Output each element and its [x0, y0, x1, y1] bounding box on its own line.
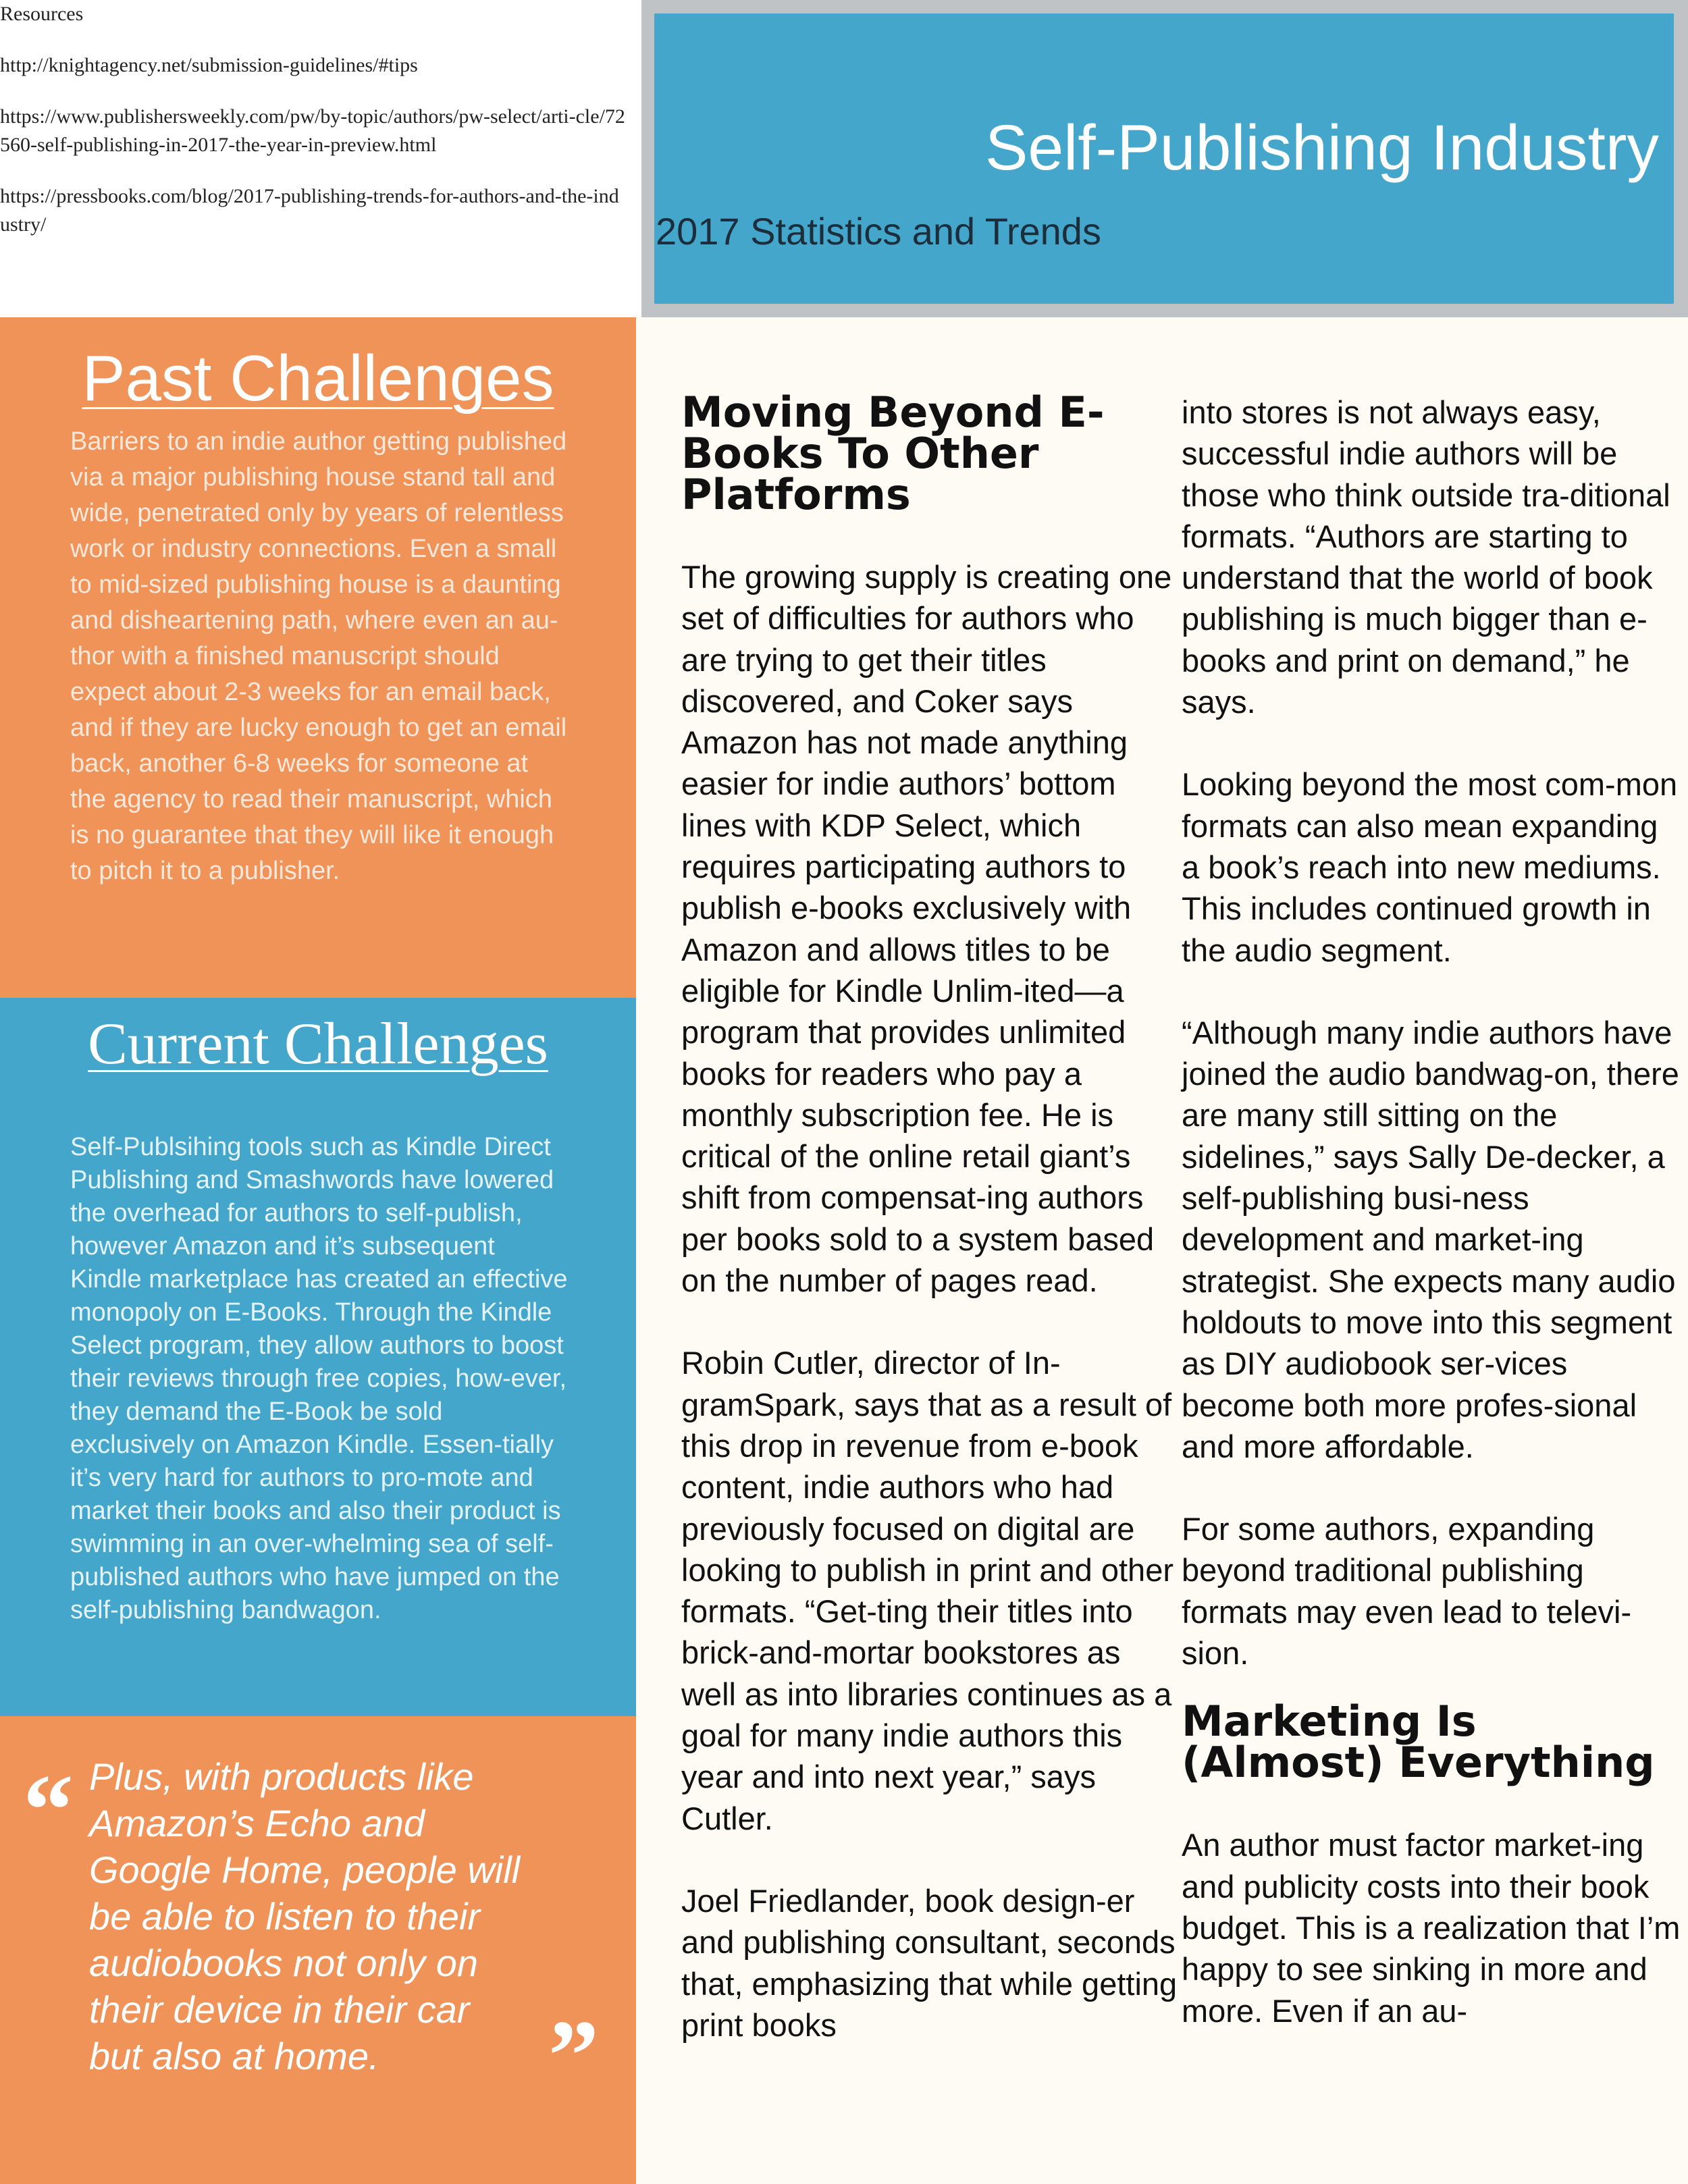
page-subtitle: 2017 Statistics and Trends	[656, 210, 1101, 252]
resources-title: Resources	[0, 3, 84, 25]
page-title: Self-Publishing Industry	[984, 112, 1659, 184]
paragraph: For some authors, expanding beyond traditional publishing formats may even lead to televi-sion.	[1182, 1511, 1632, 1672]
open-quote-icon: “	[23, 1754, 74, 1866]
section-heading-moving-beyond: Moving Beyond E-Books To Other Platforms	[681, 388, 1105, 519]
pull-quote-panel	[0, 1716, 636, 2184]
article-area	[636, 317, 1688, 2184]
paragraph: An author must factor market-ing and publicity costs into their book budget. This is a realization that I’m happy to see sinking in more and more. Even if an au-	[1182, 1827, 1681, 2029]
paragraph: Robin Cutler, director of In-gramSpark, says that as a result of this drop in revenue from e-book content, indie authors who had previously focused on digital are looking to publish in print and other formats. “Get-ting their titles into brick-and-mortar bookstores as well as into libraries continues as a goal for many indie authors this year and into next year,” says Cutler.	[681, 1345, 1173, 1836]
paragraph: into stores is not always easy, successful indie authors will be those who think outside tra-ditional formats. “Authors are starting to understand that the world of book publishing is much bigger than e-books and print on demand,” he says.	[1182, 394, 1670, 720]
article-column-2	[1182, 392, 1681, 2073]
resource-link-2[interactable]: https://www.publishersweekly.com/pw/by-topic/authors/pw-select/arti-cle/72560-self-publishing-in-2017-the-year-in-preview.html	[0, 105, 625, 156]
paragraph: The growing supply is creating one set of difficulties for authors who are trying to get their titles discovered, and Coker says Amazon has not made anything easier for indie authors’ bottom lines with KDP Select, which requires participating authors to publish e-books exclusively with Amazon and allows titles to be eligible for Kindle Unlim-ited—a program that provides unlimited books for readers who pay a monthly subscription fee. He is critical of the online retail giant’s shift from compensat-ing authors per books sold to a system based on the number of pages read.	[681, 559, 1172, 1299]
current-challenges-heading: Current Challenges	[88, 1011, 548, 1077]
header-banner	[654, 14, 1674, 304]
paragraph: Joel Friedlander, book design-er and publishing consultant, seconds that, emphasizing that while getting print books	[681, 1882, 1178, 2043]
past-challenges-body: Barriers to an indie author getting published via a major publishing house stand tall and wide, penetrated only by years of relentless work or industry connections. Even a small to mid-sized publishing house is a daunting and disheartening path, where even an au-thor with a finished manuscript should expect about 2-3 weeks for an email back, and if they are lucky enough to get an email back, another 6-8 weeks for someone at the agency to read their manuscript, which is no guarantee that they will like it enough to pitch it to a publisher.	[70, 427, 567, 885]
paragraph: “Although many indie authors have joined the audio bandwag-on, there are many still sitting on the sidelines,” says Sally De-decker, a self-publishing busi-ness development and market-ing strategist. She expects many audio holdouts to move into this segment as DIY audiobook ser-vices become both more profes-sional and more affordable.	[1182, 1014, 1679, 1464]
article-column-1	[681, 388, 1181, 2087]
current-challenges-panel	[0, 998, 636, 1716]
past-challenges-panel	[0, 317, 636, 998]
close-quote-icon: ”	[548, 2000, 599, 2112]
current-challenges-body: Self-Publsihing tools such as Kindle Direct Publishing and Smashwords have lowered the overhead for authors to self-publish, however Amazon and it’s subsequent Kindle marketplace has created an effective monopoly on E-Books. Through the Kindle Select program, they allow authors to boost their reviews through free copies, how-ever, they demand the E-Book be sold exclusively on Amazon Kindle. Essen-tially it’s very hard for authors to pro-mote and market their books and also their product is swimming in an over-whelming sea of self-published authors who have jumped on the self-publishing bandwagon.	[70, 1133, 568, 1625]
section-heading-marketing: Marketing Is (Almost) Everything	[1182, 1697, 1655, 1788]
resource-link-3[interactable]: https://pressbooks.com/blog/2017-publishing-trends-for-authors-and-the-industry/	[0, 185, 619, 236]
resources-list	[0, 0, 628, 317]
paragraph: Looking beyond the most com-mon formats can also mean expanding a book’s reach into new mediums. This includes continued growth in the audio segment.	[1182, 766, 1678, 968]
past-challenges-heading: Past Challenges	[82, 342, 554, 415]
resource-link-1[interactable]: http://knightagency.net/submission-guidelines/#tips	[0, 54, 418, 76]
pull-quote-text: Plus, with products like Amazon’s Echo and Google Home, people will be able to listen to their audiobooks not only on their device in their car but also at home.	[89, 1755, 521, 2077]
